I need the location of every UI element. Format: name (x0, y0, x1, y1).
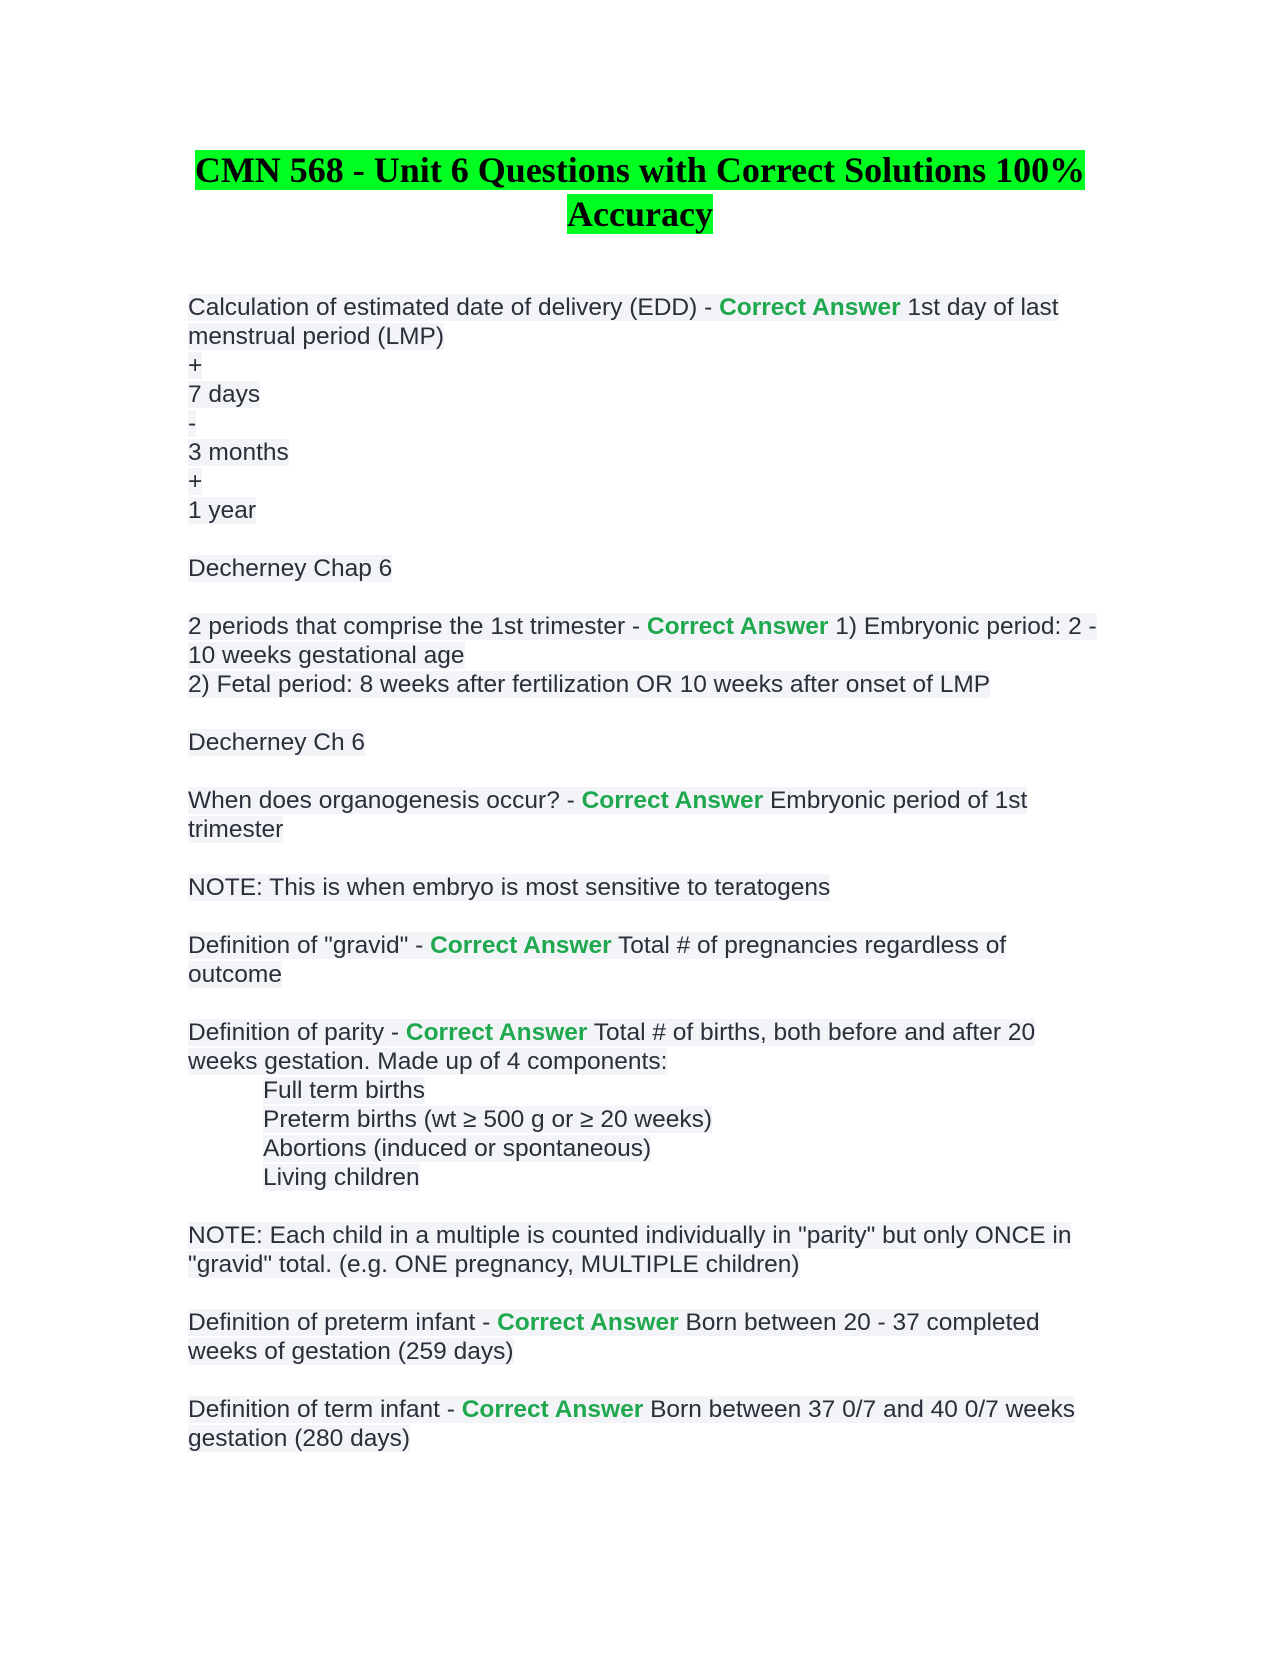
question-text: Calculation of estimated date of delivery (EDD) - (188, 294, 720, 321)
answer-text: weeks of gestation (259 days) (188, 1338, 514, 1365)
answer-text: + (188, 352, 203, 379)
answer-text: Born between 37 0/7 and 40 0/7 weeks (650, 1396, 1076, 1423)
answer-text: 1) Embryonic period: 2 - (835, 613, 1097, 640)
answer-text: Total # of births, both before and after 20 (593, 1019, 1036, 1046)
answer-text: - (188, 410, 197, 437)
component-item: Abortions (induced or spontaneous) (263, 1135, 652, 1162)
answer-text: trimester (188, 816, 284, 843)
reference-note: Decherney Ch 6 (188, 729, 366, 756)
qa-item-trimester-periods (188, 612, 1128, 757)
note-text: NOTE: This is when embryo is most sensitive to teratogens (188, 874, 831, 901)
answer-text: 3 months (188, 439, 289, 466)
question-text: When does organogenesis occur? - (188, 787, 582, 814)
answer-text: Total # of pregnancies regardless of (618, 932, 1007, 959)
question-text: Definition of term infant - (188, 1396, 462, 1423)
reference-note: Decherney Chap 6 (188, 555, 393, 582)
answer-text: 7 days (188, 381, 261, 408)
answer-text: weeks gestation. Made up of 4 components: (188, 1048, 668, 1075)
correct-answer-label: Correct Answer (430, 932, 612, 959)
document-title (120, 148, 1160, 236)
answer-text: 1 year (188, 497, 257, 524)
answer-text: menstrual period (LMP) (188, 323, 444, 350)
note-text: "gravid" total. (e.g. ONE pregnancy, MULTIPLE children) (188, 1251, 800, 1278)
question-text: 2 periods that comprise the 1st trimester - (188, 613, 647, 640)
qa-item-preterm (188, 1308, 1128, 1366)
correct-answer-label: Correct Answer (646, 613, 829, 640)
answer-text: + (188, 468, 203, 495)
component-item: Living children (263, 1164, 420, 1191)
qa-item-gravid (188, 931, 1128, 989)
component-item: Full term births (263, 1077, 426, 1104)
qa-item-edd (188, 293, 1128, 583)
qa-item-parity (188, 1018, 1128, 1279)
question-text: Definition of preterm infant - (188, 1309, 498, 1336)
title-text: CMN 568 - Unit 6 Questions with Correct Solutions 100% Accuracy (194, 150, 1086, 234)
qa-content (188, 293, 1128, 1453)
answer-text: 1st day of last (907, 294, 1059, 321)
component-item: Preterm births (wt ≥ 500 g or ≥ 20 weeks) (263, 1106, 712, 1133)
note-text: NOTE: Each child in a multiple is counted individually in "parity" but only ONCE in (188, 1222, 1072, 1249)
question-text: Definition of parity - (188, 1019, 406, 1046)
qa-item-term (188, 1395, 1128, 1453)
correct-answer-label: Correct Answer (461, 1396, 644, 1423)
correct-answer-label: Correct Answer (719, 294, 901, 321)
correct-answer-label: Correct Answer (581, 787, 764, 814)
answer-text: Embryonic period of 1st (769, 787, 1028, 814)
answer-text: Born between 20 - 37 completed (685, 1309, 1040, 1336)
answer-text: outcome (188, 961, 282, 988)
question-text: Definition of "gravid" - (188, 932, 431, 959)
answer-text: 2) Fetal period: 8 weeks after fertilization OR 10 weeks after onset of LMP (188, 671, 991, 698)
answer-text: 10 weeks gestational age (188, 642, 465, 669)
correct-answer-label: Correct Answer (405, 1019, 588, 1046)
qa-item-organogenesis (188, 786, 1128, 902)
answer-text: gestation (280 days) (188, 1425, 410, 1452)
correct-answer-label: Correct Answer (497, 1309, 679, 1336)
